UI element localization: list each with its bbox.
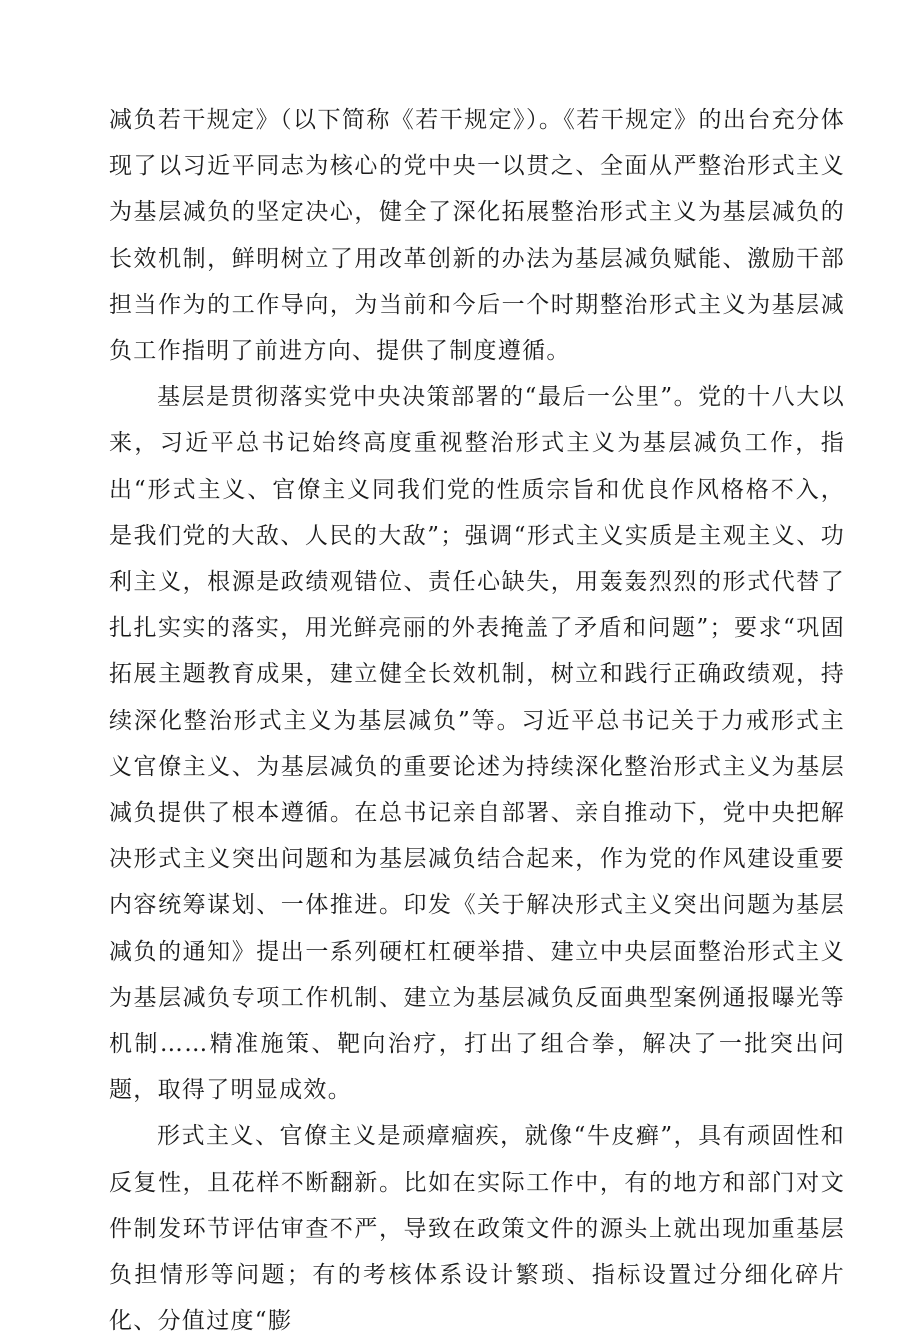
paragraph-3: 形式主义、官僚主义是顽瘴痼疾，就像“牛皮癣”，具有顽固性和反复性，且花样不断翻新。比如在实际工作中，有的地方和部门对文件制发环节评估审查不严，导致在政策文件的源头上就出现加重基层负担情形等问题；有的考核体系设计繁琐、指标设置过分细化碎片化、分值过度“膨 [109, 1123, 845, 1335]
paragraph-2: 基层是贯彻落实党中央决策部署的“最后一公里”。党的十八大以来，习近平总书记始终高度重视整治形式主义为基层减负工作，指出“形式主义、官僚主义同我们党的性质宗旨和优良作风格格不入，是我们党的大敌、人民的大敌”；强调“形式主义实质是主观主义、功利主义，根源是政绩观错位、责任心缺失，用轰轰烈烈的形式代替了扎扎实实的落实，用光鲜亮丽的外表掩盖了矛盾和问题”；要求“巩固拓展主题教育成果，建立健全长效机制，树立和践行正确政绩观，持续深化整治形式主义为基层减负”等。习近平总书记关于力戒形式主义官僚主义、为基层减负的重要论述为持续深化整治形式主义为基层减负提供了根本遵循。在总书记亲自部署、亲自推动下，党中央把解决形式主义突出问题和为基层减负结合起来，作为党的作风建设重要内容统筹谋划、一体推进。印发《关于解决形式主义突出问题为基层减负的通知》提出一系列硬杠杠硬举措、建立中央层面整治形式主义为基层减负专项工作机制、建立为基层减负反面典型案例通报曝光等机制……精准施策、靶向治疗，打出了组合拳，解决了一批突出问题，取得了明显成效。 [109, 384, 845, 1104]
paragraph-1: 减负若干规定》（以下简称《若干规定》）。《若干规定》的出台充分体现了以习近平同志为核心的党中央一以贯之、全面从严整治形式主义为基层减负的坚定决心，健全了深化拓展整治形式主义为基层减负的长效机制，鲜明树立了用改革创新的办法为基层减负赋能、激励干部担当作为的工作导向，为当前和今后一个时期整治形式主义为基层减负工作指明了前进方向、提供了制度遵循。 [109, 107, 845, 365]
document-body [109, 97, 845, 1344]
